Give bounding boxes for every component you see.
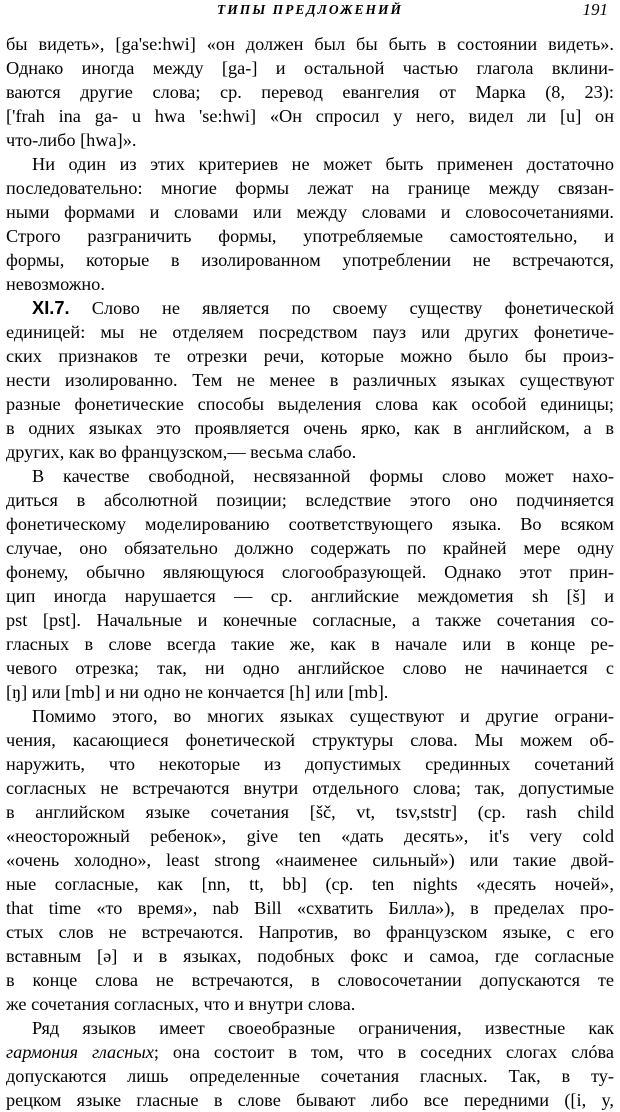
text-line: чения, касающиеся фонетической структуры слова. Мы можем об- — [6, 730, 614, 750]
text-line: чевого отрезка; так, ни одно английское слово не начинается с — [6, 658, 614, 678]
text-line: ваются другие слова; ср. перевод евангелия от Марка (8, 23): — [6, 82, 614, 102]
text-line: ['frah ina ga- u hwa 'se:hwi] «Он спросил у него, видел ли [u] он — [6, 106, 614, 126]
text-line: pst [pst]. Начальные и конечные согласные, а также сочетания со- — [6, 610, 614, 630]
text-line: допускаются лишь определенные сочетания гласных. Так, в ту- — [6, 1066, 614, 1086]
section-first-line-text: Слово не является по своему существу фонетической — [91, 298, 614, 318]
text-line: фонетическому моделированию соответствующего языка. Во всяком — [6, 514, 614, 534]
text-line: формы, которые в изолированном употреблении не встречаются, — [6, 250, 614, 270]
text-line: цип иногда нарушается — ср. английские междометия sh [š] и — [6, 586, 614, 606]
text-line: гласных в слове всегда такие же, как в начале или в конце ре- — [6, 634, 614, 654]
text-line-with-term — [6, 1040, 614, 1064]
text-line: последовательно: многие формы лежат на границе между связан- — [6, 178, 614, 198]
text-line: ских признаков те отрезки речи, которые можно было бы произ- — [6, 346, 614, 366]
italic-term: гармония гласных — [6, 1042, 154, 1062]
text-line: наружить, что некоторые из допустимых срединных сочетаний — [6, 754, 614, 774]
text-line: единицей: мы не отделяем посредством пауз или других фонетиче- — [6, 322, 614, 342]
text-line: в одних языках это проявляется очень ярко, как в английском, а в — [6, 418, 614, 438]
section-number: XI.7. — [32, 297, 70, 318]
running-title: ТИПЫ ПРЕДЛОЖЕНИЙ — [216, 2, 404, 17]
text-line: that time «то время», nab Bill «схватить Билла»), в пределах про- — [6, 898, 614, 918]
section-first-line — [6, 296, 614, 320]
text-line: в английском языке сочетания [šč, vt, tsv,ststr] (ср. rash child — [6, 802, 614, 822]
text-line: стых слов не встречаются. Напротив, во французском языке, с его — [6, 922, 614, 942]
page-header — [0, 0, 620, 26]
text-line: Помимо этого, во многих языках существуют и другие ограни- — [32, 706, 614, 726]
text-line-rest: ; она состоит в том, что в соседних слогах слóва — [153, 1042, 614, 1062]
text-line: что-либо [hwa]». — [6, 130, 137, 150]
text-line: вставным [ə] и в языках, подобных фокс и самоа, где согласные — [6, 946, 614, 966]
text-line: «неосторожный ребенок», give ten «дать десять», it's very cold — [6, 826, 614, 846]
text-line: разные фонетические способы выделения слова как особой единицы; — [6, 394, 614, 414]
text-line: других, как во французском,— весьма слабо. — [6, 442, 357, 462]
text-line: ные согласные, как [nn, tt, bb] (ср. ten nights «десять ночей», — [6, 874, 614, 894]
text-line: Ряд языков имеет своеобразные ограничения, известные как — [32, 1018, 614, 1038]
text-line: «очень холодно», least strong «наименее сильный») или такие двой- — [6, 850, 614, 870]
text-line: [ŋ] или [mb] и ни одно не кончается [h] или [mb]. — [6, 682, 389, 702]
text-line: фонему, обычно являющуюся слогообразующей. Однако этот прин- — [6, 562, 614, 582]
text-line: Строго разграничить формы, употребляемые самостоятельно, и — [6, 226, 614, 246]
text-line: случае, оно обязательно должно содержать по крайней мере одну — [6, 538, 614, 558]
text-line: согласных не встречаются внутри отдельного слова; так, допустимые — [6, 778, 614, 798]
text-line: диться в абсолютной позиции; вследствие этого оно подчиняется — [6, 490, 614, 510]
text-line: Ни один из этих критериев не может быть применен достаточно — [32, 154, 614, 174]
text-line: Однако иногда между [ga-] и остальной частью глагола вклини- — [6, 58, 614, 78]
text-line: рецком языке гласные в слове бывают либо все передними ([i, y, — [6, 1090, 614, 1110]
text-line: невозможно. — [6, 274, 105, 294]
page-number: 191 — [582, 0, 608, 19]
text-line: ными формами и словами или между словами и словосочетаниями. — [6, 202, 614, 222]
text-line: в конце слова не встречаются, в словосочетании допускаются те — [6, 970, 614, 990]
text-line: В качестве свободной, несвязанной формы слово может нахо- — [32, 466, 614, 486]
body-text — [6, 32, 614, 1112]
text-line: же сочетания согласных, что и внутри слова. — [6, 994, 356, 1014]
text-line: бы видеть», [ga'se:hwi] «он должен был бы быть в состоянии видеть». — [6, 34, 614, 54]
text-line: нести изолированно. Тем не менее в различных языках существуют — [6, 370, 614, 390]
